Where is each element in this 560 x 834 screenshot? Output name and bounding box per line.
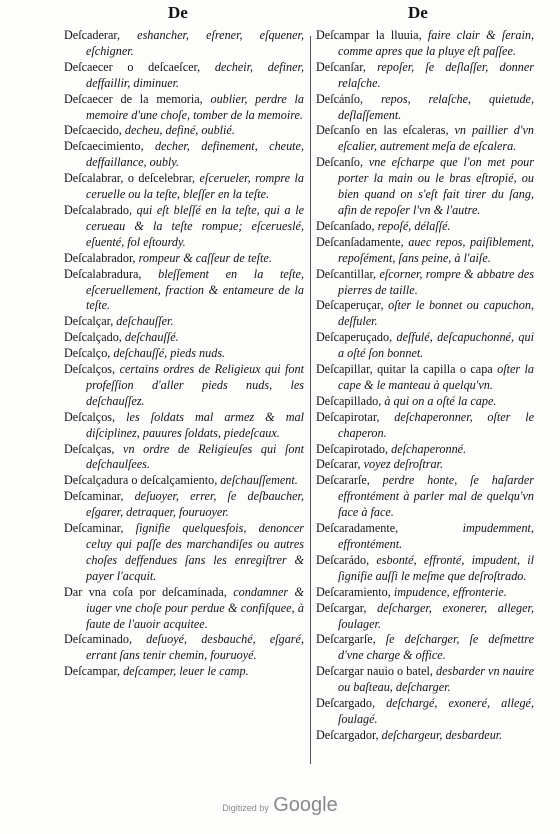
- entry-headword: Deſcarádo,: [316, 552, 370, 567]
- entry-translation: les ſoldats mal armez & mal diſciplinez, pauures ſoldats, piedeſcaux.: [86, 409, 304, 440]
- entry-translation: ſe deſcharger, ſe deſmettre d'vne charge & office.: [338, 632, 534, 663]
- entry-headword: Deſcampar,: [64, 664, 121, 679]
- dictionary-entry: [64, 267, 304, 315]
- entry-headword: Deſcalçadura o deſcalçamiento,: [64, 473, 218, 488]
- entry-headword: Deſcantillar,: [316, 266, 377, 281]
- entry-headword: Deſcapirotar,: [316, 409, 380, 424]
- right-column: [316, 28, 534, 744]
- entry-headword: Deſcanſo,: [316, 155, 364, 170]
- entry-translation: eshancher, eſrener, eſquener, eſchigner.: [86, 28, 304, 58]
- entry-headword: Deſcaecimiento,: [64, 139, 144, 154]
- entry-headword: Deſcaminar,: [64, 489, 124, 504]
- dictionary-entry: [64, 171, 304, 203]
- entry-translation: vn ordre de Religieuſes qui ſont deſchaulſees.: [86, 441, 304, 472]
- dictionary-entry: [64, 442, 304, 474]
- entry-headword: Deſcarar,: [316, 457, 361, 472]
- entry-headword: Deſcargar nauio o batel,: [316, 664, 433, 679]
- entry-headword: Deſcalabradura,: [64, 266, 142, 281]
- entry-headword: Deſcalço,: [64, 346, 111, 361]
- entry-translation: perdre honte, ſe haſarder effrontément à parler mal de quelqu'vn face à face.: [338, 473, 534, 520]
- dictionary-entry: [316, 362, 534, 394]
- entry-translation: deſchauſſé.: [124, 330, 179, 345]
- entry-headword: Deſcaramiento,: [316, 584, 391, 599]
- entry-translation: bleſſement en la teſte, eſceruellement, fraction & entameure de la teſte.: [86, 266, 304, 313]
- entry-translation: voyez deſroſtrar.: [363, 457, 443, 472]
- dictionary-entry: [64, 251, 304, 267]
- entry-translation: auec repos, paiſiblement, repoſément, ſans peine, à l'aiſe.: [338, 234, 535, 265]
- entry-headword: Deſcargador,: [316, 727, 379, 742]
- dictionary-entry: [64, 92, 304, 124]
- entry-translation: qui eſt bleſſé en la teſte, qui a le cerueau & la teſte rompue; eſcerueslé, eſuenté, fol eſtourdy.: [86, 202, 305, 249]
- dictionary-entry: [64, 489, 304, 521]
- entry-headword: Deſcampar la lluuia,: [316, 28, 422, 42]
- dictionary-entry: [64, 632, 304, 664]
- entry-translation: rompeur & caſſeur de teſte.: [138, 250, 272, 265]
- entry-translation: decher, definement, cheute, deffaillance, oubly.: [86, 139, 305, 170]
- entry-headword: Deſcanſar,: [316, 59, 366, 74]
- watermark-prefix: Digitized by: [222, 803, 269, 813]
- dictionary-entry: [316, 394, 534, 410]
- dictionary-entry: [316, 553, 534, 585]
- entry-translation: faire clair & ſerain, comme apres que la pluye eſt paſſee.: [338, 28, 534, 58]
- entry-headword: Deſcapillar, quitar la capilla o capa: [316, 362, 493, 377]
- entry-translation: vn paillier d'vn eſcalier, autrement meſa de eſcalera.: [338, 123, 535, 154]
- dictionary-entry: [316, 728, 534, 744]
- dictionary-entry: [316, 696, 534, 728]
- dictionary-entry: [64, 314, 304, 330]
- entry-translation: decheu, definé, oublié.: [124, 123, 235, 138]
- entry-headword: Deſcalabrar, o deſcelebrar,: [64, 171, 196, 186]
- entry-translation: oublier, perdre la memoire d'une choſe, tomber de la memoire.: [86, 91, 305, 122]
- entry-translation: ſignifie quelquesfois, denoncer celuy qui paſſe des marchandiſes ou autres choſes deffendues ſans les enregiſtrer & payer l'acquit.: [86, 521, 304, 583]
- entry-translation: deſchargeur, desbardeur.: [381, 727, 503, 742]
- dictionary-entry: [64, 139, 304, 171]
- left-column: [64, 28, 304, 680]
- dictionary-entry: [316, 60, 534, 92]
- entry-headword: Deſcalças,: [64, 441, 115, 456]
- entry-headword: Deſcapillado,: [316, 393, 382, 408]
- entry-translation: deſchauſſer.: [116, 314, 174, 329]
- dictionary-entry: [316, 585, 534, 601]
- entry-translation: deſchaperonner, oſter le chaperon.: [338, 409, 534, 440]
- dictionary-entry: [316, 664, 534, 696]
- entry-translation: à qui on a oſté la cape.: [384, 393, 497, 408]
- entry-translation: deſchauſſé, pieds nuds.: [113, 346, 226, 361]
- entry-headword: Deſcalabrado,: [64, 202, 133, 217]
- running-head-left: De: [168, 3, 188, 22]
- dictionary-entry: [64, 362, 304, 410]
- dictionary-entry: [64, 521, 304, 585]
- entry-translation: repoſé, délaſſé.: [377, 218, 451, 233]
- entry-headword: Deſcapirotado,: [316, 441, 389, 456]
- entry-translation: esbonté, effronté, impudent, il ſignifie auſſi le meſme que deſroſtrado.: [338, 552, 534, 583]
- dictionary-entry: [64, 60, 304, 92]
- dictionary-entry: [316, 267, 534, 299]
- entry-headword: Deſcaperuçar,: [316, 298, 384, 313]
- entry-headword: Deſcalçar,: [64, 314, 114, 329]
- entry-headword: Deſcararſe,: [316, 473, 370, 488]
- entry-translation: eſcorner, rompre & abbatre des pierres de taille.: [338, 266, 535, 297]
- entry-translation: repoſer, ſe deſlaſſer, donner relaſche.: [338, 59, 535, 90]
- dictionary-entry: [316, 235, 534, 267]
- entry-headword: Deſcalços,: [64, 362, 116, 377]
- dictionary-entry: [64, 410, 304, 442]
- google-logo: Google: [273, 794, 338, 816]
- entry-translation: deſcharger, exonerer, alleger, ſoulager.: [338, 600, 534, 631]
- entry-translation: condamner & iuger vne choſe pour perdue & confiſquee, à faute de l'auoir acquitee.: [86, 584, 305, 631]
- dictionary-entry: [316, 473, 534, 521]
- dictionary-entry: [316, 219, 534, 235]
- dictionary-entry: [64, 473, 304, 489]
- entry-translation: deſfulé, deſcapuchonné, qui a oſté ſon bonnet.: [338, 330, 534, 361]
- entry-translation: oſter le bonnet ou capuchon, deſfuler.: [338, 298, 534, 329]
- entry-headword: Deſcaecer o deſcaeſcer,: [64, 59, 201, 74]
- entry-translation: deſchaperonné.: [391, 441, 467, 456]
- entry-translation: deſuoyé, desbauché, eſgaré, errant ſans tenir chemin, fouruoyé.: [86, 632, 304, 663]
- dictionary-entry: [316, 330, 534, 362]
- entry-headword: Deſcalçado,: [64, 330, 122, 345]
- dictionary-entry: [316, 298, 534, 330]
- entry-translation: impudemment, effrontément.: [338, 521, 534, 551]
- dictionary-entry: [316, 28, 534, 60]
- entry-headword: Deſcánſo,: [316, 91, 364, 106]
- entry-translation: repos, relaſche, quietude, deſlaſſement.: [338, 91, 535, 122]
- dictionary-entry: [316, 457, 534, 473]
- dictionary-entry: [64, 203, 304, 251]
- dictionary-entry: [64, 330, 304, 346]
- entry-translation: impudence, effronterie.: [393, 584, 507, 599]
- dictionary-entry: [316, 632, 534, 664]
- entry-translation: deſuoyer, errer, ſe deſbaucher, eſgarer, detraquer, fouruoyer.: [86, 489, 304, 520]
- entry-headword: Deſcaminado,: [64, 632, 133, 647]
- dictionary-entry: [316, 155, 534, 219]
- entry-headword: Deſcaperuçado,: [316, 330, 393, 345]
- entry-headword: Deſcaminar,: [64, 521, 124, 536]
- digitization-watermark: [0, 794, 560, 817]
- entry-translation: deſchauſſement.: [220, 473, 298, 488]
- dictionary-entry: [64, 346, 304, 362]
- dictionary-entry: [316, 601, 534, 633]
- entry-headword: Deſcalços,: [64, 409, 116, 424]
- entry-headword: Deſcaderar,: [64, 28, 121, 42]
- entry-headword: Deſcargado,: [316, 696, 375, 711]
- running-head-right: De: [408, 3, 428, 22]
- entry-headword: Deſcanſado,: [316, 218, 375, 233]
- dictionary-entry: [64, 123, 304, 139]
- dictionary-entry: [316, 410, 534, 442]
- entry-headword: Deſcaecer de la memoria,: [64, 91, 203, 106]
- entry-translation: eſcerueler, rompre la ceruelle ou la teſte, bleſſer en la teſte.: [86, 171, 304, 202]
- entry-headword: Deſcanſo en las eſcaleras,: [316, 123, 449, 138]
- entry-translation: desbarder vn nauire ou baſteau, deſcharger.: [338, 664, 535, 695]
- entry-translation: decheir, definer, deffaillir, diminuer.: [86, 59, 304, 90]
- dictionary-entry: [316, 521, 534, 553]
- dictionary-entry: [316, 442, 534, 458]
- entry-headword: Deſcalabrador,: [64, 250, 136, 265]
- entry-translation: oſter la cape & le manteau à quelqu'vn.: [338, 362, 535, 392]
- dictionary-entry: [316, 92, 534, 124]
- entry-headword: Deſcaradamente,: [316, 521, 399, 536]
- dictionary-entry: [64, 585, 304, 633]
- entry-headword: Deſcaecido,: [64, 123, 122, 138]
- entry-translation: deſcamper, leuer le camp.: [123, 664, 249, 679]
- entry-translation: vne eſcharpe que l'on met pour porter la main ou le bras eſtropié, ou bien quand on s'eſt fait tirer du ſang, afin de repoſer l'vn & l'autre.: [338, 155, 535, 217]
- entry-translation: certains ordres de Religieux qui font profeſſion d'aller pieds nuds, les deſchauſſez.: [86, 362, 305, 408]
- dictionary-entry: [316, 123, 534, 155]
- entry-headword: Deſcargarſe,: [316, 632, 376, 647]
- entry-translation: deſchargé, exoneré, allegé, ſoulagé.: [338, 696, 534, 726]
- dictionary-entry: [64, 664, 304, 680]
- entry-headword: Dar vna coſa por deſcaminada,: [64, 584, 227, 599]
- dictionary-entry: [64, 28, 304, 60]
- column-divider: [310, 36, 311, 764]
- entry-headword: Deſcargar,: [316, 600, 367, 615]
- entry-headword: Deſcanſadamente,: [316, 234, 404, 249]
